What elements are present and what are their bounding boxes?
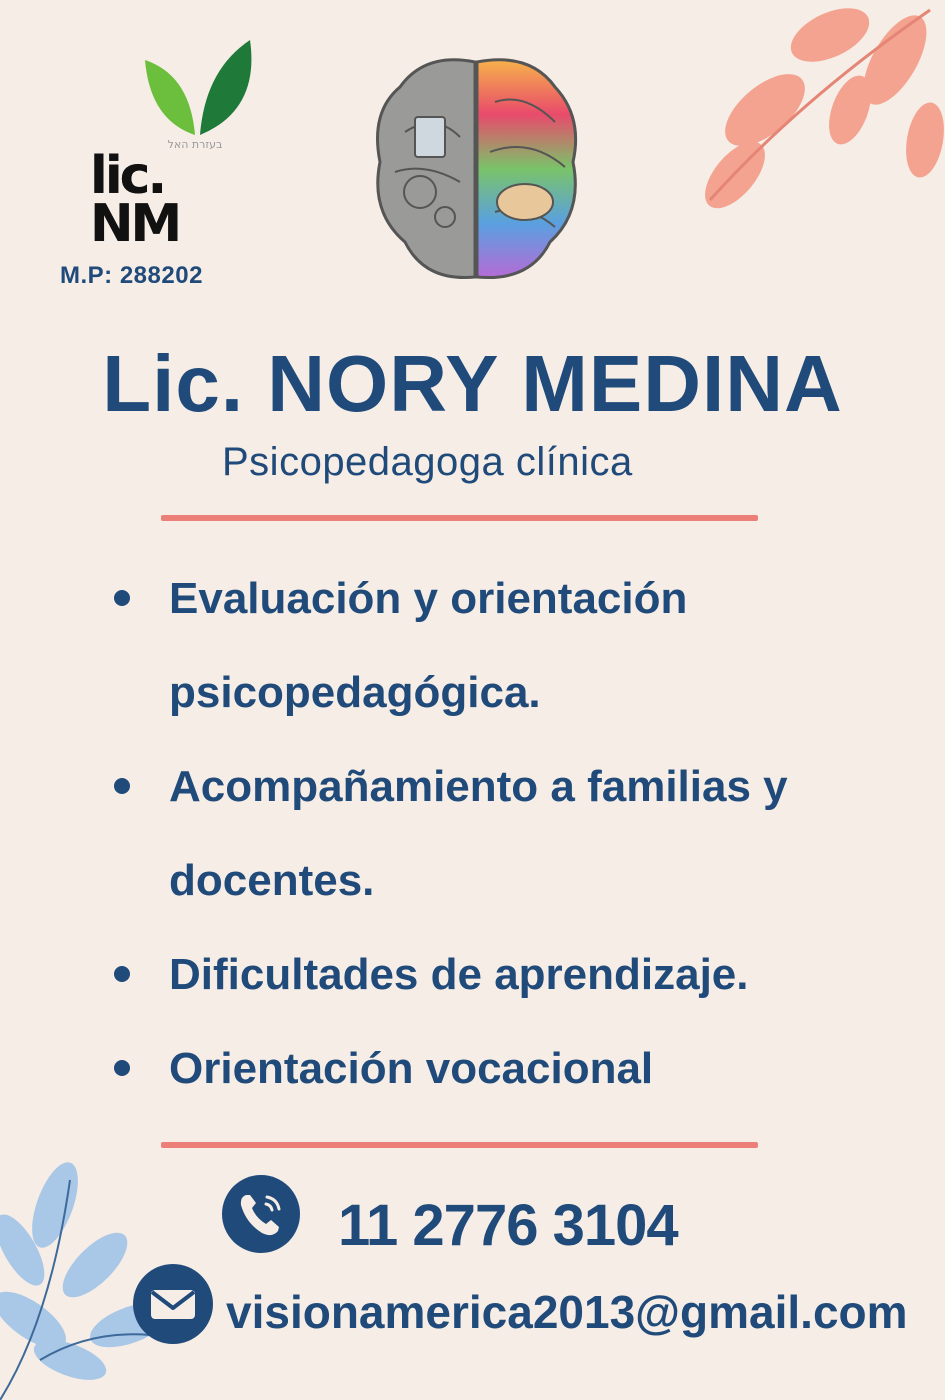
pink-leaves-decoration: [680, 0, 945, 210]
phone-number[interactable]: 11 2776 3104: [338, 1193, 678, 1258]
logo: [55, 40, 235, 295]
license-number: M.P: 288202: [60, 262, 203, 289]
service-item: Evaluación y orientación psicopedagógica.: [110, 552, 920, 740]
leaves-icon: [145, 40, 255, 140]
brain-illustration: [365, 42, 587, 302]
logo-mark: [90, 146, 210, 254]
logo-small-text: בעזרת האל: [167, 138, 223, 151]
logo-mark-line2: NM: [90, 194, 180, 254]
mail-icon[interactable]: [133, 1264, 213, 1344]
email-address[interactable]: visionamerica2013@gmail.com: [226, 1286, 908, 1338]
services-list: [110, 552, 920, 1116]
service-item: Acompañamiento a familias y docentes.: [110, 740, 920, 928]
profession-subtitle: Psicopedagoga clínica: [222, 440, 633, 484]
page-title: Lic. NORY MEDINA: [102, 339, 843, 428]
logo-mark-line1: lic.: [90, 146, 165, 206]
top-divider: [161, 515, 758, 521]
service-item: Orientación vocacional: [110, 1022, 920, 1116]
bottom-divider: [161, 1142, 758, 1148]
phone-icon[interactable]: [222, 1175, 300, 1253]
service-item: Dificultades de aprendizaje.: [110, 928, 920, 1022]
